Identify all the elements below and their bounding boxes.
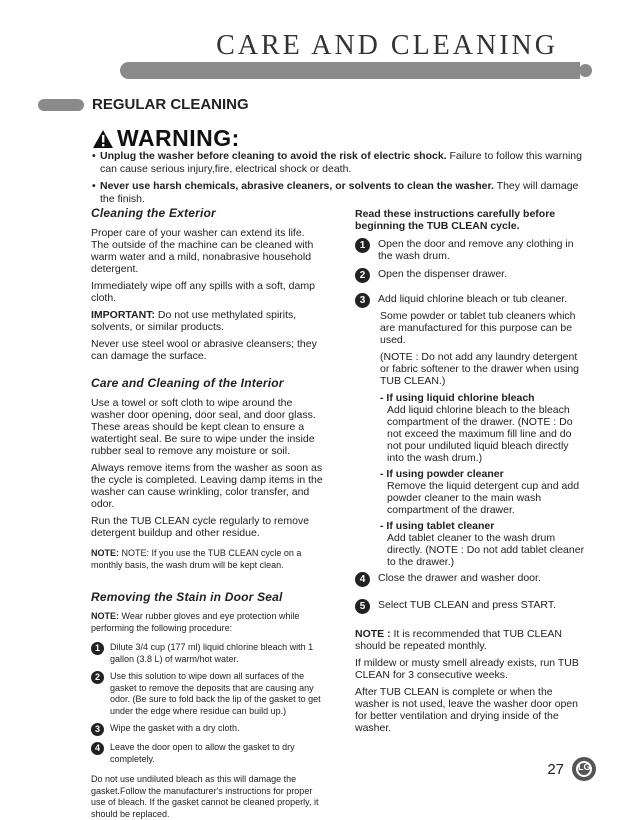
note-text: Wear rubber gloves and eye protection while performing the following procedure: [91, 611, 300, 633]
warning-title [92, 125, 240, 152]
warning-item [92, 180, 592, 205]
stain-step [91, 723, 323, 736]
step-number: 3 [355, 293, 370, 308]
warning-item-bold: Unplug the washer before cleaning to avoid the risk of electric shock. [100, 150, 447, 162]
option-text: Add liquid chlorine bleach to the bleach compartment of the drawer. (NOTE : Do not exceed the maximum fill line and do not pour undiluted liquid bleach directly into the wash drum.) [387, 404, 573, 464]
warning-item-text: They will damage the finish. [100, 180, 579, 205]
step-number: 4 [91, 742, 104, 755]
interior-note [91, 548, 323, 571]
exterior-paragraph: Proper care of your washer can extend its life. The outside of the machine can be cleaned with warm water and a mild, nonabrasive household detergent. [91, 227, 314, 275]
warning-list [92, 150, 592, 210]
note-label: NOTE : [355, 628, 391, 640]
note-text: It is recommended that TUB CLEAN should be repeated monthly. [355, 628, 562, 652]
step-number: 5 [355, 599, 370, 614]
interior-paragraph: Always remove items from the washer as soon as the cycle is completed. Leaving damp items in the washer can cause wrinkling, color transfer, and odor. [91, 462, 323, 510]
tubclean-paragraph: If mildew or musty smell already exists, run TUB CLEAN for 3 consecutive weeks. [355, 657, 579, 681]
stain-note [91, 611, 323, 634]
step3-detail: Some powder or tablet tub cleaners which are manufactured for this purpose can be used. [380, 310, 576, 346]
logo-text: LG [578, 762, 591, 772]
interior-heading: Care and Cleaning of the Interior [91, 376, 284, 390]
note-label: NOTE: [91, 611, 119, 621]
header-bar [120, 62, 580, 79]
tubclean-intro: Read these instructions carefully before beginning the TUB CLEAN cycle. [355, 208, 556, 232]
section-title: REGULAR CLEANING [92, 96, 249, 113]
tubclean-step [355, 238, 587, 262]
tubclean-paragraph: After TUB CLEAN is complete or when the washer is not used, leave the washer door open for better ventilation and drying inside of the washer. [355, 686, 578, 734]
section-pill [38, 99, 84, 111]
step-number: 2 [91, 671, 104, 684]
exterior-heading: Cleaning the Exterior [91, 206, 216, 220]
page-header-title: CARE AND CLEANING [216, 30, 558, 61]
stain-step [91, 671, 323, 717]
interior-paragraph: Run the TUB CLEAN cycle regularly to remove detergent buildup and other residue. [91, 515, 310, 539]
important-text: Do not use methylated spirits, solvents, or similar products. [91, 309, 297, 333]
cleaner-option [380, 468, 587, 516]
option-label: - If using powder cleaner [380, 468, 504, 480]
bullet: • [92, 180, 96, 192]
step-text: Add liquid chlorine bleach or tub cleaner. [378, 293, 568, 305]
step3-detail: (NOTE : Do not add any laundry detergent or fabric softener to the drawer when using TUB CLEAN.) [380, 351, 580, 387]
important-label: IMPORTANT: [91, 309, 155, 321]
step-text: Select TUB CLEAN and press START. [378, 599, 556, 611]
stain-step [91, 742, 323, 765]
warning-item-bold: Never use harsh chemicals, abrasive cleaners, or solvents to clean the washer. [100, 180, 494, 192]
lg-logo-icon [572, 757, 596, 781]
warning-item-text: Failure to follow this warning can cause serious injury,fire, electrical shock or death. [100, 150, 582, 175]
stain-footer-note: Do not use undiluted bleach as this will damage the gasket.Follow the manufacturer's instructions for proper use of bleach. If the gasket cannot be cleaned properly, it should be replaced. [91, 774, 319, 819]
note-text: NOTE: If you use the TUB CLEAN cycle on a monthly basis, the wash drum will be kept clean. [91, 548, 302, 570]
step-text: Wipe the gasket with a dry cloth. [110, 723, 240, 733]
note-label: NOTE: [91, 548, 119, 558]
option-text: Remove the liquid detergent cup and add powder cleaner to the main wash compartment of the drawer. [387, 480, 580, 516]
step-text: Open the door and remove any clothing in the wash drum. [378, 238, 574, 262]
cleaner-options [380, 392, 587, 568]
tubclean-note [355, 628, 587, 652]
step-text: Use this solution to wipe down all surfaces of the gasket to remove the deposits that are causing any odor. (Be sure to fold back the lip of the gasket to get under the edge where residue can build up.) [110, 671, 321, 716]
left-column [91, 207, 323, 820]
exterior-paragraph: Immediately wipe off any spills with a soft, damp cloth. [91, 280, 315, 304]
stain-step [91, 642, 323, 665]
step-number: 3 [91, 723, 104, 736]
step-text: Dilute 3/4 cup (177 ml) liquid chlorine bleach with 1 gallon (3.8 L) of warm/hot water. [110, 642, 314, 664]
stain-heading: Removing the Stain in Door Seal [91, 590, 283, 604]
tubclean-step [355, 572, 587, 587]
step-number: 4 [355, 572, 370, 587]
option-text: Add tablet cleaner to the wash drum directly. (NOTE : Do not add tablet cleaner to the drawer.) [387, 532, 585, 568]
tubclean-step [355, 268, 587, 283]
warning-triangle-icon [92, 129, 114, 149]
page-number: 27 [547, 761, 564, 778]
step-number: 1 [355, 238, 370, 253]
warning-title-text: WARNING: [117, 125, 240, 151]
right-column [355, 208, 587, 739]
step-text: Close the drawer and washer door. [378, 572, 541, 584]
option-label: - If using liquid chlorine bleach [380, 392, 535, 404]
tubclean-step [355, 599, 587, 614]
bullet: • [92, 150, 96, 162]
step-number: 1 [91, 642, 104, 655]
exterior-important [91, 309, 323, 333]
cleaner-option [380, 392, 587, 464]
step-text: Leave the door open to allow the gasket to dry completely. [110, 742, 295, 764]
cleaner-option [380, 520, 587, 568]
tubclean-step [355, 293, 587, 308]
exterior-paragraph: Never use steel wool or abrasive cleansers; they can damage the surface. [91, 338, 317, 362]
interior-paragraph: Use a towel or soft cloth to wipe around the washer door opening, door seal, and door glass. These areas should be kept clean to ensure a watertight seal. Be sure to wipe under the inside rubber seal to remove any moisture or soil. [91, 397, 316, 457]
step-number: 2 [355, 268, 370, 283]
option-label: - If using tablet cleaner [380, 520, 495, 532]
warning-item [92, 150, 592, 175]
step-text: Open the dispenser drawer. [378, 268, 507, 280]
header-bar-cap [579, 64, 592, 77]
